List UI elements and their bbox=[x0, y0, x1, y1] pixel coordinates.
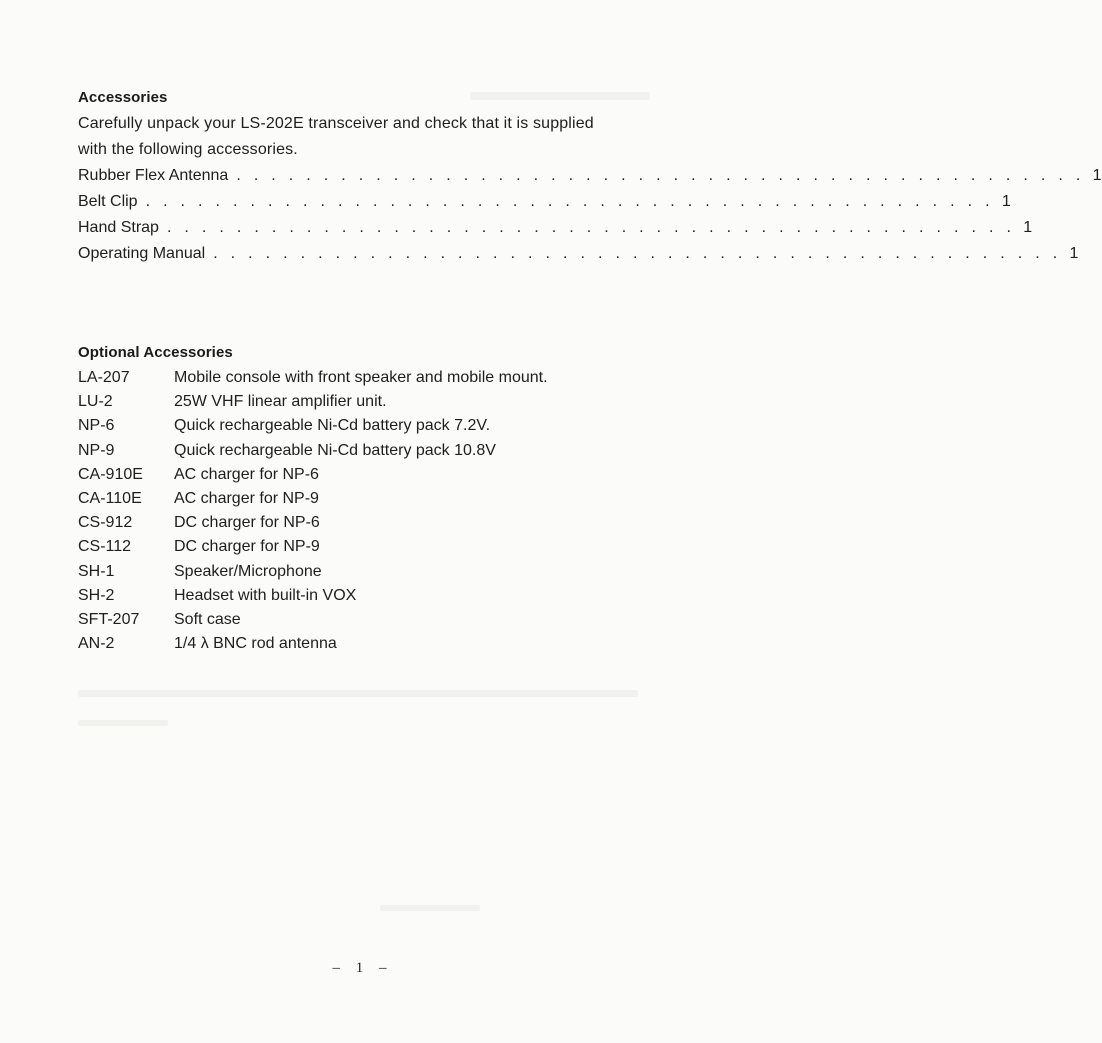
accessory-quantity: 1 bbox=[1069, 245, 1079, 262]
model-code: CS-912 bbox=[78, 514, 133, 532]
model-code: CS-112 bbox=[78, 538, 132, 556]
optional-item bbox=[78, 608, 658, 632]
intro-line: with the following accessories. bbox=[78, 141, 298, 158]
accessories-heading: Accessories bbox=[78, 89, 168, 106]
dot-leader: . . . . . . . . . . . . . . . . . . . . . . . . . . . . . . . . . . . . . . . . . . . . . . . . . bbox=[213, 245, 1062, 262]
model-description: AC charger for NP-6 bbox=[174, 465, 319, 483]
optional-accessories-section bbox=[78, 343, 658, 656]
optional-item bbox=[78, 632, 658, 656]
dot-leader: . . . . . . . . . . . . . . . . . . . . . . . . . . . . . . . . . . . . . . . . . . . . . . . . . bbox=[166, 219, 1016, 236]
accessories-section bbox=[78, 88, 1102, 267]
model-code: LU-2 bbox=[78, 393, 113, 411]
accessories-intro bbox=[78, 111, 658, 163]
page-number: – 1 – bbox=[332, 960, 393, 976]
model-code: NP-6 bbox=[78, 417, 115, 435]
model-description: Soft case bbox=[174, 611, 241, 629]
optional-item bbox=[78, 439, 658, 463]
accessory-label: Belt Clip bbox=[78, 193, 138, 210]
model-description: DC charger for NP-9 bbox=[174, 538, 320, 556]
accessory-item bbox=[78, 189, 1011, 215]
model-description: Mobile console with front speaker and mobile mount. bbox=[174, 369, 548, 386]
optional-item bbox=[78, 560, 658, 584]
model-description: Headset with built-in VOX bbox=[174, 586, 357, 604]
model-code: CA-910E bbox=[78, 465, 143, 483]
accessory-label: Rubber Flex Antenna bbox=[78, 167, 229, 184]
bleed-through-mark bbox=[380, 905, 480, 911]
accessory-item bbox=[78, 215, 1033, 241]
accessory-quantity: 1 bbox=[1092, 167, 1102, 184]
accessory-item bbox=[78, 241, 1079, 267]
page-content bbox=[78, 88, 1102, 656]
dot-leader: . . . . . . . . . . . . . . . . . . . . . . . . . . . . . . . . . . . . . . . . . . . . . . . . . bbox=[236, 167, 1085, 184]
model-code: CA-110E bbox=[78, 490, 142, 508]
accessory-list bbox=[78, 163, 1102, 267]
accessory-item bbox=[78, 163, 1102, 189]
optional-item bbox=[78, 366, 658, 390]
optional-accessory-list bbox=[78, 366, 658, 656]
model-description: Quick rechargeable Ni-Cd battery pack 10.8V bbox=[174, 441, 496, 459]
model-description: 25W VHF linear amplifier unit. bbox=[174, 393, 387, 411]
optional-item bbox=[78, 390, 658, 414]
optional-item bbox=[78, 584, 658, 608]
dot-leader: . . . . . . . . . . . . . . . . . . . . . . . . . . . . . . . . . . . . . . . . . . . . . . . . . bbox=[145, 193, 994, 210]
model-description: Quick rechargeable Ni-Cd battery pack 7.2V. bbox=[174, 417, 491, 435]
model-description: DC charger for NP-6 bbox=[174, 514, 320, 532]
model-code: SFT-207 bbox=[78, 611, 140, 629]
model-code: NP-9 bbox=[78, 441, 115, 459]
optional-item bbox=[78, 535, 658, 559]
bleed-through-mark bbox=[78, 690, 638, 697]
bleed-through-mark bbox=[78, 720, 168, 726]
model-description: Speaker/Microphone bbox=[174, 562, 322, 580]
model-code: LA-207 bbox=[78, 369, 130, 386]
accessory-label: Hand Strap bbox=[78, 219, 159, 236]
accessory-quantity: 1 bbox=[1023, 219, 1033, 236]
intro-line: Carefully unpack your LS-202E transceiver and check that it is supplied bbox=[78, 115, 594, 132]
optional-item bbox=[78, 511, 658, 535]
model-code: SH-2 bbox=[78, 586, 115, 604]
model-description: AC charger for NP-9 bbox=[174, 490, 319, 508]
model-code: AN-2 bbox=[78, 635, 115, 653]
accessory-quantity: 1 bbox=[1001, 193, 1011, 210]
optional-item bbox=[78, 463, 658, 487]
optional-item bbox=[78, 414, 658, 438]
optional-item bbox=[78, 487, 658, 511]
model-description: 1/4 λ BNC rod antenna bbox=[174, 635, 337, 653]
model-code: SH-1 bbox=[78, 562, 115, 580]
optional-accessories-heading: Optional Accessories bbox=[78, 344, 233, 361]
accessory-label: Operating Manual bbox=[78, 245, 206, 262]
